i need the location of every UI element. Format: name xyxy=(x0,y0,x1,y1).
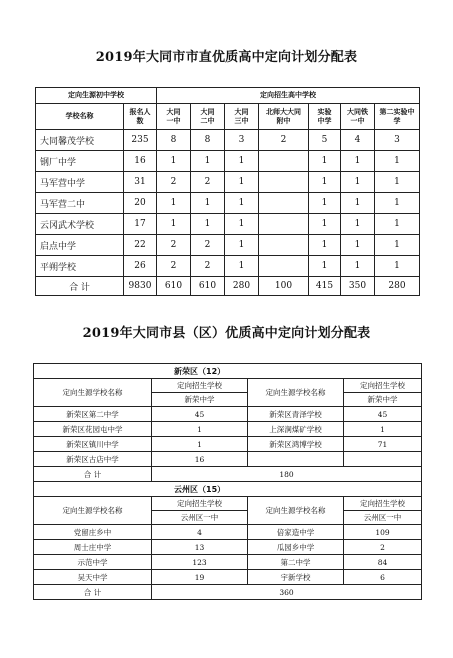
value-cell: 1 xyxy=(375,151,420,172)
target-col-header xyxy=(309,104,341,130)
right-school: 第二中学 xyxy=(248,555,344,570)
county-quota-table xyxy=(33,363,422,600)
quota-cell: 31 xyxy=(124,172,157,193)
left-value: 123 xyxy=(152,555,248,570)
target-col-header xyxy=(225,104,259,130)
value-cell: 2 xyxy=(259,130,309,151)
target-col-text: 大同铁一中 xyxy=(347,107,368,125)
value-cell: 1 xyxy=(341,214,375,235)
value-cell: 1 xyxy=(225,172,259,193)
table-row xyxy=(34,555,422,570)
value-cell: 1 xyxy=(309,235,341,256)
value-cell: 1 xyxy=(309,151,341,172)
value-cell: 1 xyxy=(375,235,420,256)
target-col-text: 大同二中 xyxy=(200,107,215,125)
source-header: 定向生源初中学校 xyxy=(36,88,157,104)
school-name: 马军营二中 xyxy=(36,193,124,214)
target-name: 云州区一中 xyxy=(152,511,248,525)
table-row xyxy=(34,525,422,540)
target-label: 定向招生学校 xyxy=(344,379,422,393)
target-col-text: 大同一中 xyxy=(166,107,181,125)
quota-cell: 235 xyxy=(124,130,157,151)
value-cell: 5 xyxy=(309,130,341,151)
left-school: 吴天中学 xyxy=(34,570,152,585)
table-row xyxy=(34,452,422,467)
right-school: 宇新学校 xyxy=(248,570,344,585)
target-name: 新荣中学 xyxy=(152,393,248,407)
target-header: 定向招生高中学校 xyxy=(157,88,420,104)
value-cell: 1 xyxy=(191,193,225,214)
value-cell xyxy=(259,151,309,172)
table-row xyxy=(36,235,420,256)
value-cell: 1 xyxy=(191,151,225,172)
table-row xyxy=(36,151,420,172)
left-value: 1 xyxy=(152,422,248,437)
right-school: 新荣区青泽学校 xyxy=(248,407,344,422)
target-label: 定向招生学校 xyxy=(344,497,422,511)
col-school-header: 学校名称 xyxy=(36,104,124,130)
total-cell: 280 xyxy=(225,277,259,296)
value-cell: 1 xyxy=(191,214,225,235)
left-school: 新荣区镇川中学 xyxy=(34,437,152,452)
right-value: 71 xyxy=(344,437,422,452)
table-row xyxy=(36,130,420,151)
right-value: 84 xyxy=(344,555,422,570)
col-left-header: 定向生源学校名称 xyxy=(34,497,152,525)
quota-cell: 26 xyxy=(124,256,157,277)
right-value: 45 xyxy=(344,407,422,422)
table-row xyxy=(36,193,420,214)
right-school: 瓜园乡中学 xyxy=(248,540,344,555)
table-row xyxy=(36,214,420,235)
school-name: 平朔学校 xyxy=(36,256,124,277)
value-cell: 1 xyxy=(341,256,375,277)
right-value: 6 xyxy=(344,570,422,585)
right-value: 109 xyxy=(344,525,422,540)
value-cell xyxy=(259,235,309,256)
col-left-header: 定向生源学校名称 xyxy=(34,379,152,407)
value-cell xyxy=(259,256,309,277)
value-cell xyxy=(259,172,309,193)
school-name: 马军营中学 xyxy=(36,172,124,193)
right-value xyxy=(344,452,422,467)
quota-cell: 22 xyxy=(124,235,157,256)
value-cell: 2 xyxy=(191,235,225,256)
target-col-header xyxy=(157,104,191,130)
value-cell: 1 xyxy=(341,172,375,193)
value-cell: 1 xyxy=(309,214,341,235)
value-cell: 1 xyxy=(225,193,259,214)
value-cell: 1 xyxy=(225,151,259,172)
value-cell: 8 xyxy=(157,130,191,151)
target-label: 定向招生学校 xyxy=(152,379,248,393)
value-cell: 1 xyxy=(225,256,259,277)
left-school: 党留庄乡中 xyxy=(34,525,152,540)
value-cell: 1 xyxy=(309,172,341,193)
school-name: 钢厂中学 xyxy=(36,151,124,172)
quota-cell: 20 xyxy=(124,193,157,214)
total-cell: 280 xyxy=(375,277,420,296)
total-cell: 350 xyxy=(341,277,375,296)
right-value: 2 xyxy=(344,540,422,555)
school-name: 大同馨茂学校 xyxy=(36,130,124,151)
left-school: 新荣区古店中学 xyxy=(34,452,152,467)
target-label: 定向招生学校 xyxy=(152,497,248,511)
value-cell: 1 xyxy=(309,256,341,277)
left-school: 示范中学 xyxy=(34,555,152,570)
right-school: 新荣区鸿博学校 xyxy=(248,437,344,452)
title-municipal: 2019年大同市市直优质高中定向计划分配表 xyxy=(95,50,358,65)
target-name: 云州区一中 xyxy=(344,511,422,525)
total-cell: 100 xyxy=(259,277,309,296)
right-value: 1 xyxy=(344,422,422,437)
total-label: 合 计 xyxy=(36,277,124,296)
section-header: 新荣区（12） xyxy=(34,364,422,379)
value-cell: 3 xyxy=(375,130,420,151)
total-label: 合 计 xyxy=(34,467,152,482)
title-county: 2019年大同市县（区）优质高中定向计划分配表 xyxy=(82,326,371,341)
left-value: 1 xyxy=(152,437,248,452)
value-cell: 1 xyxy=(375,172,420,193)
value-cell xyxy=(259,193,309,214)
left-school: 新荣区花园屯中学 xyxy=(34,422,152,437)
table-row xyxy=(34,407,422,422)
total-cell: 610 xyxy=(191,277,225,296)
total-value: 180 xyxy=(152,467,422,482)
municipal-quota-table xyxy=(35,87,420,296)
table-row xyxy=(34,570,422,585)
target-name: 新荣中学 xyxy=(344,393,422,407)
right-school xyxy=(248,452,344,467)
target-col-header xyxy=(191,104,225,130)
table-row xyxy=(36,172,420,193)
target-col-header xyxy=(375,104,420,130)
target-col-text: 第二实验中学 xyxy=(379,107,415,125)
value-cell: 1 xyxy=(341,151,375,172)
left-value: 16 xyxy=(152,452,248,467)
value-cell: 2 xyxy=(157,256,191,277)
quota-cell: 17 xyxy=(124,214,157,235)
total-row xyxy=(34,467,422,482)
table-row xyxy=(34,540,422,555)
target-col-text: 大同三中 xyxy=(234,107,249,125)
target-col-header xyxy=(341,104,375,130)
right-school: 倍家造中学 xyxy=(248,525,344,540)
value-cell: 1 xyxy=(225,214,259,235)
value-cell: 1 xyxy=(375,193,420,214)
total-quota: 9830 xyxy=(124,277,157,296)
value-cell: 4 xyxy=(341,130,375,151)
school-name: 启点中学 xyxy=(36,235,124,256)
target-col-text: 实验中学 xyxy=(317,107,332,125)
value-cell: 2 xyxy=(157,235,191,256)
left-value: 13 xyxy=(152,540,248,555)
value-cell: 1 xyxy=(341,193,375,214)
table-row xyxy=(34,422,422,437)
table-row xyxy=(34,437,422,452)
total-cell: 415 xyxy=(309,277,341,296)
section-header: 云州区（15） xyxy=(34,482,422,497)
value-cell: 3 xyxy=(225,130,259,151)
value-cell xyxy=(259,214,309,235)
value-cell: 1 xyxy=(225,235,259,256)
value-cell: 8 xyxy=(191,130,225,151)
col-left-header: 定向生源学校名称 xyxy=(248,497,344,525)
total-row xyxy=(34,585,422,600)
value-cell: 2 xyxy=(157,172,191,193)
col-left-header: 定向生源学校名称 xyxy=(248,379,344,407)
value-cell: 1 xyxy=(375,256,420,277)
total-row xyxy=(36,277,420,296)
value-cell: 2 xyxy=(191,256,225,277)
value-cell: 2 xyxy=(191,172,225,193)
value-cell: 1 xyxy=(375,214,420,235)
total-label: 合 计 xyxy=(34,585,152,600)
quota-cell: 16 xyxy=(124,151,157,172)
left-value: 45 xyxy=(152,407,248,422)
school-name: 云冈武术学校 xyxy=(36,214,124,235)
value-cell: 1 xyxy=(309,193,341,214)
total-cell: 610 xyxy=(157,277,191,296)
left-school: 周士庄中学 xyxy=(34,540,152,555)
value-cell: 1 xyxy=(341,235,375,256)
left-value: 19 xyxy=(152,570,248,585)
right-school: 上深涧煤矿学校 xyxy=(248,422,344,437)
left-school: 新荣区第二中学 xyxy=(34,407,152,422)
target-col-text: 北师大大同附中 xyxy=(266,107,301,125)
value-cell: 1 xyxy=(157,193,191,214)
table-row xyxy=(36,256,420,277)
value-cell: 1 xyxy=(157,214,191,235)
col-quota-header xyxy=(124,104,157,130)
target-col-header xyxy=(259,104,309,130)
value-cell: 1 xyxy=(157,151,191,172)
left-value: 4 xyxy=(152,525,248,540)
col-quota-text: 报名人数 xyxy=(129,107,151,125)
total-value: 360 xyxy=(152,585,422,600)
